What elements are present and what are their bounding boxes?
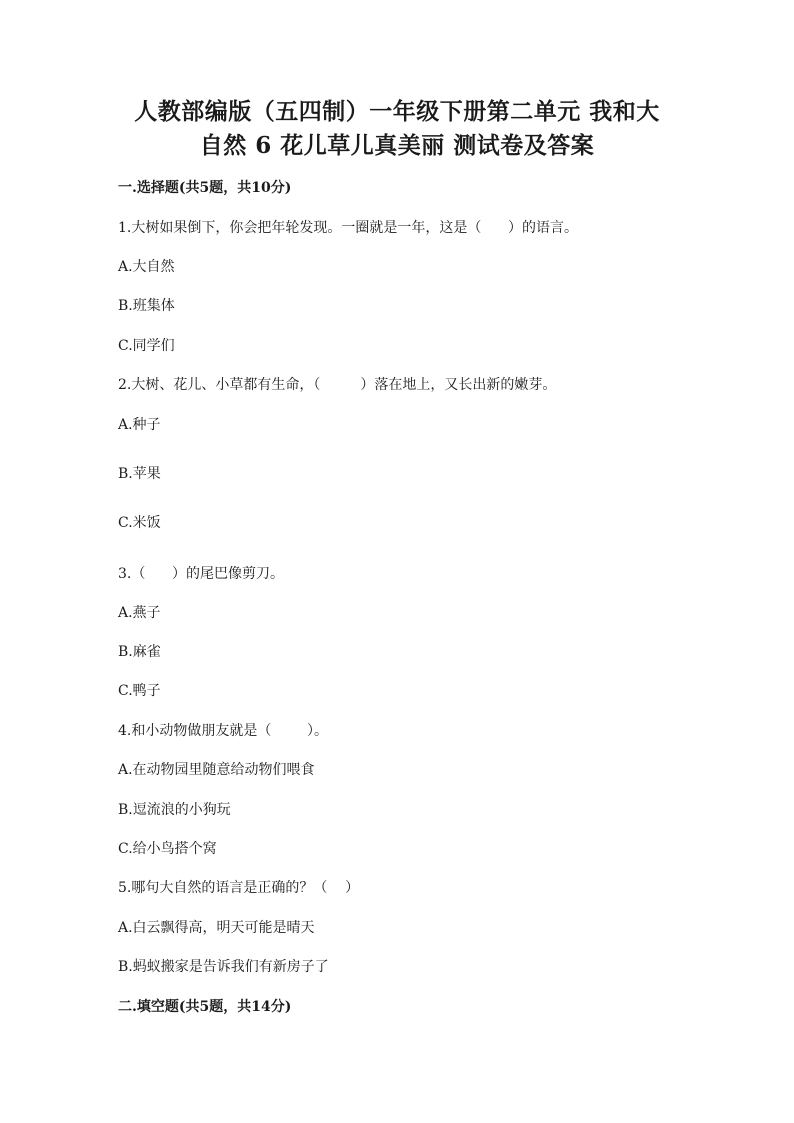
document-title-line-1: 人教部编版（五四制）一年级下册第二单元 我和大 bbox=[134, 98, 660, 125]
question-3-option-b: B.麻雀 bbox=[118, 644, 161, 660]
section-heading-fill-in-blank: 二.填空题(共5题，共14分) bbox=[118, 999, 292, 1015]
question-5-option-a: A.白云飘得高，明天可能是晴天 bbox=[118, 920, 315, 936]
question-3-option-c: C.鸭子 bbox=[118, 683, 161, 699]
question-2-option-a: A.种子 bbox=[118, 417, 161, 433]
question-2-option-b: B.苹果 bbox=[118, 466, 161, 482]
question-1-option-a: A.大自然 bbox=[118, 259, 175, 275]
question-4: 4.和小动物做朋友就是（ ）。 bbox=[118, 723, 328, 739]
question-1-option-b: B.班集体 bbox=[118, 298, 175, 314]
question-1-option-c: C.同学们 bbox=[118, 338, 175, 354]
question-5: 5.哪句大自然的语言是正确的？（ ） bbox=[118, 880, 360, 896]
document-title-line-2: 自然 6 花儿草儿真美丽 测试卷及答案 bbox=[199, 132, 595, 159]
question-2: 2.大树、花儿、小草都有生命，（ ）落在地上，又长出新的嫩芽。 bbox=[118, 377, 557, 393]
question-3-option-a: A.燕子 bbox=[118, 605, 161, 621]
question-4-option-b: B.逗流浪的小狗玩 bbox=[118, 802, 231, 818]
question-1: 1.大树如果倒下，你会把年轮发现。一圈就是一年，这是（ ）的语言。 bbox=[118, 220, 579, 236]
question-5-option-b: B.蚂蚁搬家是告诉我们有新房子了 bbox=[118, 959, 329, 975]
question-4-option-a: A.在动物园里随意给动物们喂食 bbox=[118, 762, 315, 778]
question-4-option-c: C.给小鸟搭个窝 bbox=[118, 841, 217, 857]
section-heading-multiple-choice: 一.选择题(共5题，共10分) bbox=[118, 180, 292, 196]
question-3: 3.（ ）的尾巴像剪刀。 bbox=[118, 566, 285, 582]
question-2-option-c: C.米饭 bbox=[118, 515, 161, 531]
